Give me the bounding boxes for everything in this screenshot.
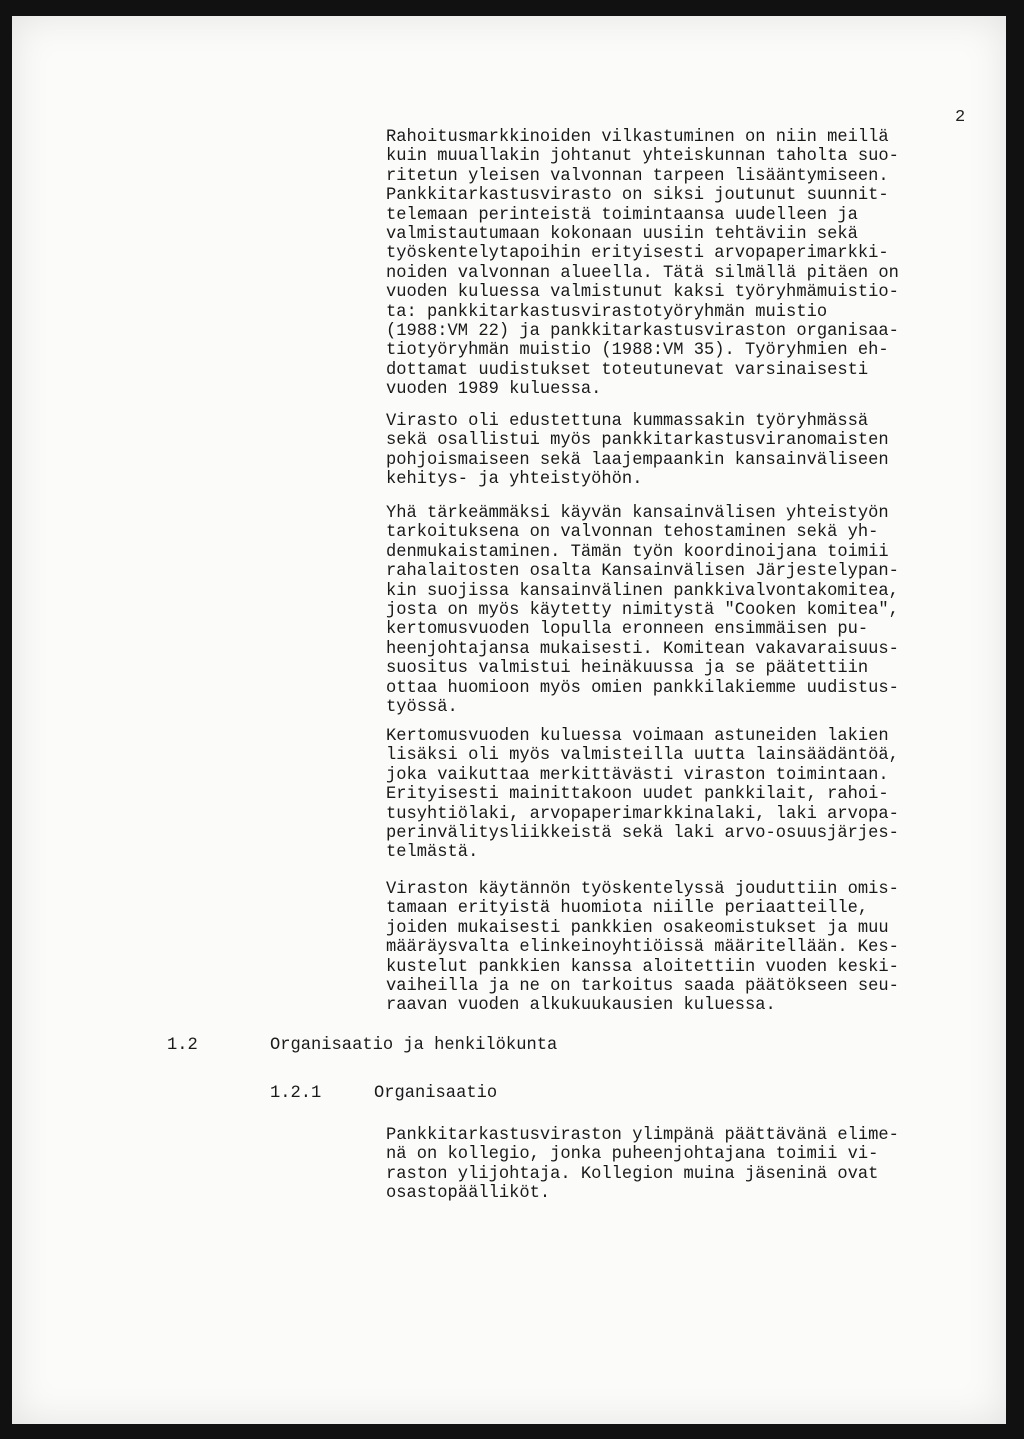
text-line: perinvälitysliikkeistä sekä laki arvo-osuusjärjes- [386, 824, 899, 844]
text-line: heenjohtajansa mukaisesti. Komitean vakavaraisuus- [386, 639, 899, 659]
text-line: Pankkitarkastusviraston ylimpänä päättävänä elime- [386, 1126, 899, 1145]
text-line: osastopäälliköt. [386, 1184, 551, 1204]
paragraph-6 [386, 1126, 986, 1204]
text-line: Rahoitusmarkkinoiden vilkastuminen on niin meillä [386, 128, 889, 147]
paragraph-2 [386, 412, 986, 490]
text-line: denmukaistaminen. Tämän työn koordinoijana toimii [386, 542, 889, 562]
text-line: noiden valvonnan alueella. Tätä silmällä pitäen on [386, 263, 899, 283]
text-line: työssä. [386, 698, 458, 718]
text-line: rahalaitosten osalta Kansainvälisen Järjestelypan- [386, 562, 899, 582]
text-line: kehitys- ja yhteistyöhön. [386, 470, 643, 490]
text-line: vaiheilla ja ne on tarkoitus saada päätökseen seu- [386, 977, 899, 997]
text-line: kin suojissa kansainvälinen pankkivalvontakomitea, [386, 581, 899, 601]
text-line: pohjoismaiseen sekä laajempaankin kansainväliseen [386, 450, 889, 470]
text-line: tarkoituksena on valvonnan tehostaminen sekä yh- [386, 523, 879, 543]
text-line: lisäksi oli myös valmisteilla uutta lainsäädäntöä, [386, 746, 899, 766]
text-line: sekä osallistui myös pankkitarkastusviranomaisten [386, 431, 889, 451]
text-line: suositus valmistui heinäkuussa ja se päätettiin [386, 659, 869, 679]
text-line: Virasto oli edustettuna kummassakin työryhmässä [386, 412, 869, 431]
subsection-title: Organisaatio [374, 1084, 498, 1103]
text-line: raavan vuoden alkukuukausien kuluessa. [386, 996, 776, 1016]
text-line: työskentelytapoihin erityisesti arvopaperimarkki- [386, 244, 889, 264]
text-line: ottaa huomioon myös omien pankkilakiemme uudistus- [386, 678, 899, 698]
text-line: ritetun yleisen valvonnan tarpeen lisääntymiseen. [386, 166, 889, 186]
document-page [12, 16, 1006, 1424]
subsection-number: 1.2.1 [270, 1084, 322, 1103]
text-line: tusyhtiölaki, arvopaperimarkkinalaki, laki arvopa- [386, 804, 899, 824]
paragraph-5 [386, 880, 986, 1016]
section-title: Organisaatio ja henkilökunta [270, 1036, 558, 1055]
paragraph-3 [386, 504, 986, 717]
text-line: joiden mukaisesti pankkien osakeomistukset ja muu [386, 918, 889, 938]
text-line: Viraston käytännön työskentelyssä jouduttiin omis- [386, 880, 899, 899]
text-line: kertomusvuoden lopulla eronneen ensimmäisen pu- [386, 620, 869, 640]
text-line: raston ylijohtaja. Kollegion muina jäseninä ovat [386, 1164, 879, 1184]
text-line: joka vaikuttaa merkittävästi viraston toimintaan. [386, 765, 889, 785]
text-line: kuin muuallakin johtanut yhteiskunnan taholta suo- [386, 147, 899, 167]
page-number: 2 [955, 108, 966, 127]
section-number: 1.2 [167, 1036, 198, 1055]
text-line: tiotyöryhmän muistio (1988:VM 35). Työryhmien eh- [386, 341, 889, 361]
text-line: telmästä. [386, 843, 479, 863]
paragraph-4 [386, 727, 986, 863]
text-line: Erityisesti mainittakoon uudet pankkilait, rahoi- [386, 785, 889, 805]
text-line: telemaan perinteistä toimintaansa uudelleen ja [386, 205, 858, 225]
text-line: dottamat uudistukset toteutunevat varsinaisesti [386, 360, 869, 380]
text-line: (1988:VM 22) ja pankkitarkastusviraston organisaa- [386, 322, 899, 342]
paragraph-1 [386, 128, 986, 400]
text-line: ta: pankkitarkastusvirastotyöryhmän muistio [386, 302, 828, 322]
text-line: vuoden 1989 kuluessa. [386, 380, 602, 400]
text-line: Yhä tärkeämmäksi käyvän kansainvälisen yhteistyön [386, 504, 889, 523]
text-line: josta on myös käytetty nimitystä "Cooken komitea", [386, 601, 899, 621]
text-line: tamaan erityistä huomiota niille periaatteille, [386, 899, 869, 919]
text-line: Pankkitarkastusvirasto on siksi joutunut suunnit- [386, 186, 889, 206]
text-line: Kertomusvuoden kuluessa voimaan astuneiden lakien [386, 727, 889, 746]
text-line: määräysvalta elinkeinoyhtiöissä määritellään. Kes- [386, 938, 899, 958]
text-line: nä on kollegio, jonka puheenjohtajana toimii vi- [386, 1145, 879, 1165]
text-line: valmistautumaan kokonaan uusiin tehtäviin sekä [386, 225, 858, 245]
text-line: kustelut pankkien kanssa aloitettiin vuoden keski- [386, 957, 899, 977]
text-line: vuoden kuluessa valmistunut kaksi työryhmämuistio- [386, 283, 899, 303]
